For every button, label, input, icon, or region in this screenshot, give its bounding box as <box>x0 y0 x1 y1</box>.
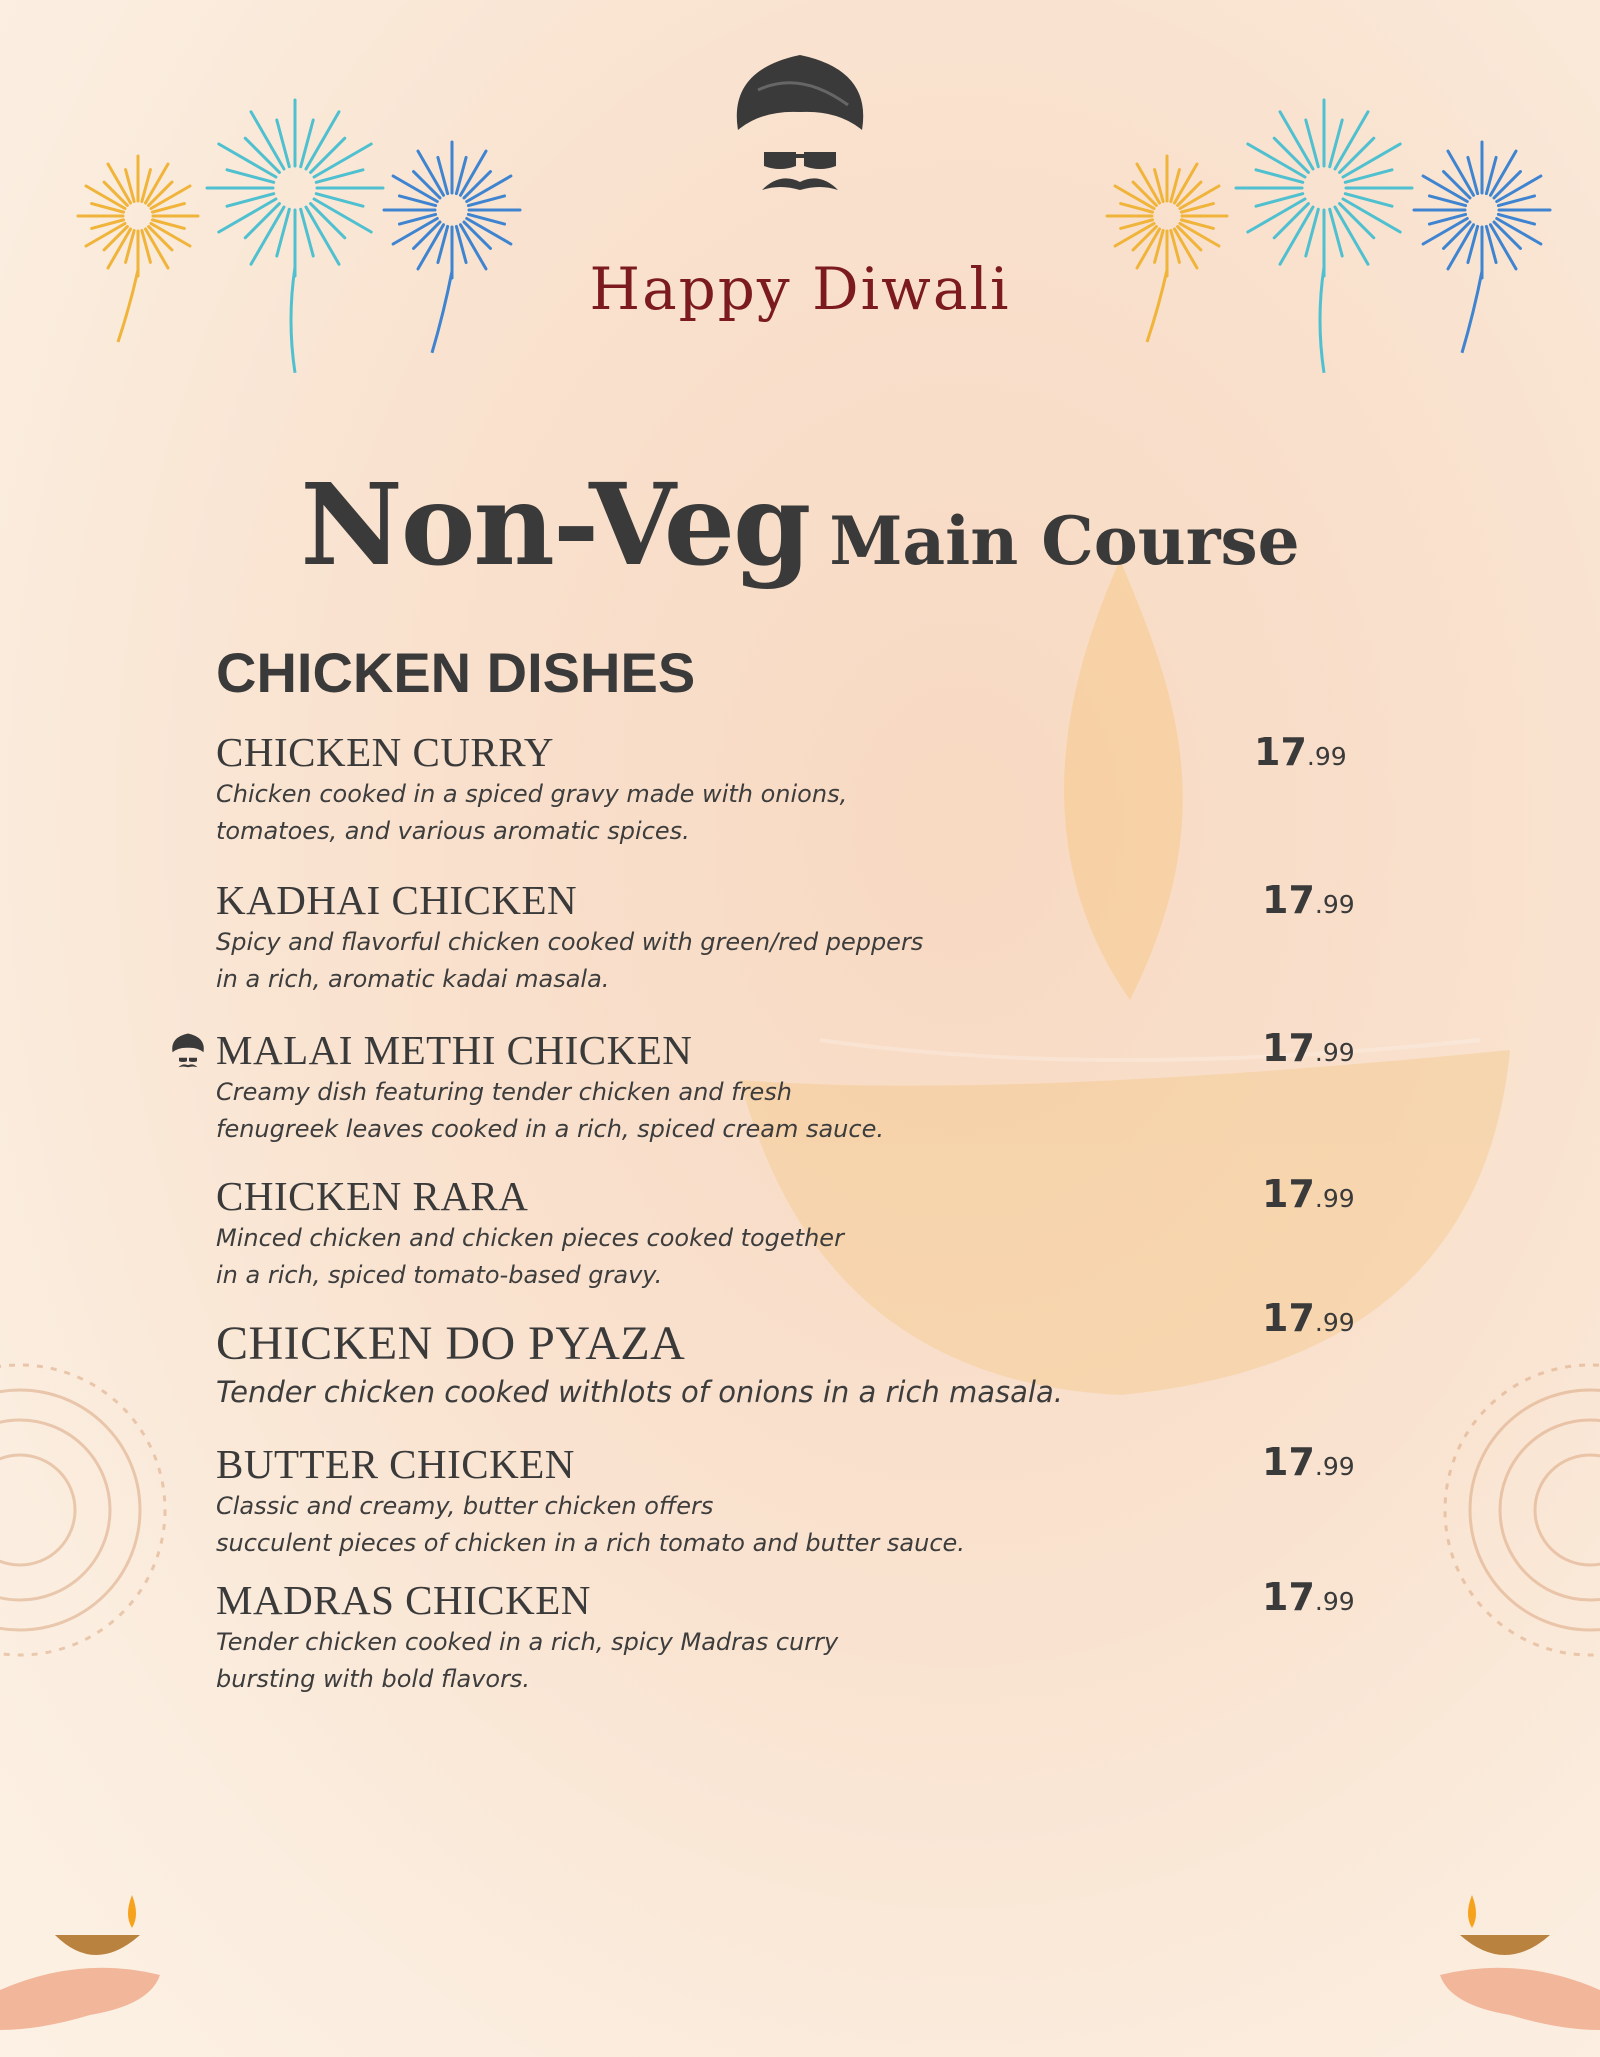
title-sub: Main Course <box>829 502 1300 580</box>
item-price <box>1262 1026 1355 1070</box>
menu-item <box>216 1026 1366 1148</box>
item-description: in a rich, spiced tomato-based gravy. <box>216 1261 663 1289</box>
menu-item <box>216 1172 1366 1294</box>
menu-item <box>216 876 1366 998</box>
item-name: CHICKEN RARA <box>216 1173 529 1219</box>
menu-item <box>216 1316 1366 1412</box>
price-cents: .99 <box>1314 1038 1355 1067</box>
hand-diya-left-icon <box>0 1895 160 2030</box>
item-price <box>1262 1440 1355 1484</box>
firework-icon <box>207 100 383 373</box>
item-name: MALAI METHI CHICKEN <box>216 1027 693 1073</box>
mandala-left-icon <box>0 1365 165 1655</box>
item-description: Classic and creamy, butter chicken offers <box>216 1492 714 1520</box>
item-description: Creamy dish featuring tender chicken and fresh <box>216 1078 792 1106</box>
menu-item <box>216 728 1366 850</box>
price-cents: .99 <box>1314 1587 1355 1616</box>
item-description: Chicken cooked in a spiced gravy made with onions, <box>216 780 848 808</box>
greeting-text: Happy Diwali <box>589 255 1011 323</box>
firework-icon <box>1236 100 1412 373</box>
price-whole: 17 <box>1262 1026 1315 1070</box>
price-whole: 17 <box>1262 1172 1315 1216</box>
item-name: CHICKEN DO PYAZA <box>216 1317 686 1370</box>
price-whole: 17 <box>1254 730 1307 774</box>
item-description: Minced chicken and chicken pieces cooked together <box>216 1224 844 1252</box>
item-name: CHICKEN CURRY <box>216 729 554 775</box>
item-description: Tender chicken cooked in a rich, spicy Madras curry <box>216 1628 839 1656</box>
item-name: BUTTER CHICKEN <box>216 1441 575 1487</box>
price-whole: 17 <box>1262 1296 1315 1340</box>
section-heading: CHICKEN DISHES <box>216 641 696 704</box>
menu-item <box>216 1440 1366 1562</box>
item-description: fenugreek leaves cooked in a rich, spiced cream sauce. <box>216 1115 884 1143</box>
price-cents: .99 <box>1314 1184 1355 1213</box>
hand-diya-right-icon <box>1440 1895 1600 2030</box>
item-price <box>1254 730 1347 774</box>
item-price <box>1262 878 1355 922</box>
price-cents: .99 <box>1314 1452 1355 1481</box>
page-title <box>0 460 1600 591</box>
price-whole: 17 <box>1262 1440 1315 1484</box>
price-cents: .99 <box>1314 890 1355 919</box>
item-description: Spicy and flavorful chicken cooked with green/red peppers <box>216 928 924 956</box>
price-whole: 17 <box>1262 1575 1315 1619</box>
item-description: tomatoes, and various aromatic spices. <box>216 817 690 845</box>
mandala-right-icon <box>1445 1365 1600 1655</box>
item-price <box>1262 1172 1355 1216</box>
title-main: Non-Veg <box>300 460 810 591</box>
item-description: succulent pieces of chicken in a rich tomato and butter sauce. <box>216 1529 965 1557</box>
price-cents: .99 <box>1306 742 1347 771</box>
turban-mustache-icon <box>728 50 872 200</box>
item-price <box>1262 1296 1355 1340</box>
item-description: Tender chicken cooked withlots of onions in a rich masala. <box>216 1375 1063 1409</box>
item-description: bursting with bold flavors. <box>216 1665 531 1693</box>
item-name: KADHAI CHICKEN <box>216 877 578 923</box>
item-price <box>1262 1575 1355 1619</box>
item-name: MADRAS CHICKEN <box>216 1577 591 1623</box>
price-cents: .99 <box>1314 1308 1355 1337</box>
menu-item <box>216 1576 1366 1698</box>
turban-mustache-icon <box>170 1032 206 1070</box>
price-whole: 17 <box>1262 878 1315 922</box>
item-description: in a rich, aromatic kadai masala. <box>216 965 610 993</box>
